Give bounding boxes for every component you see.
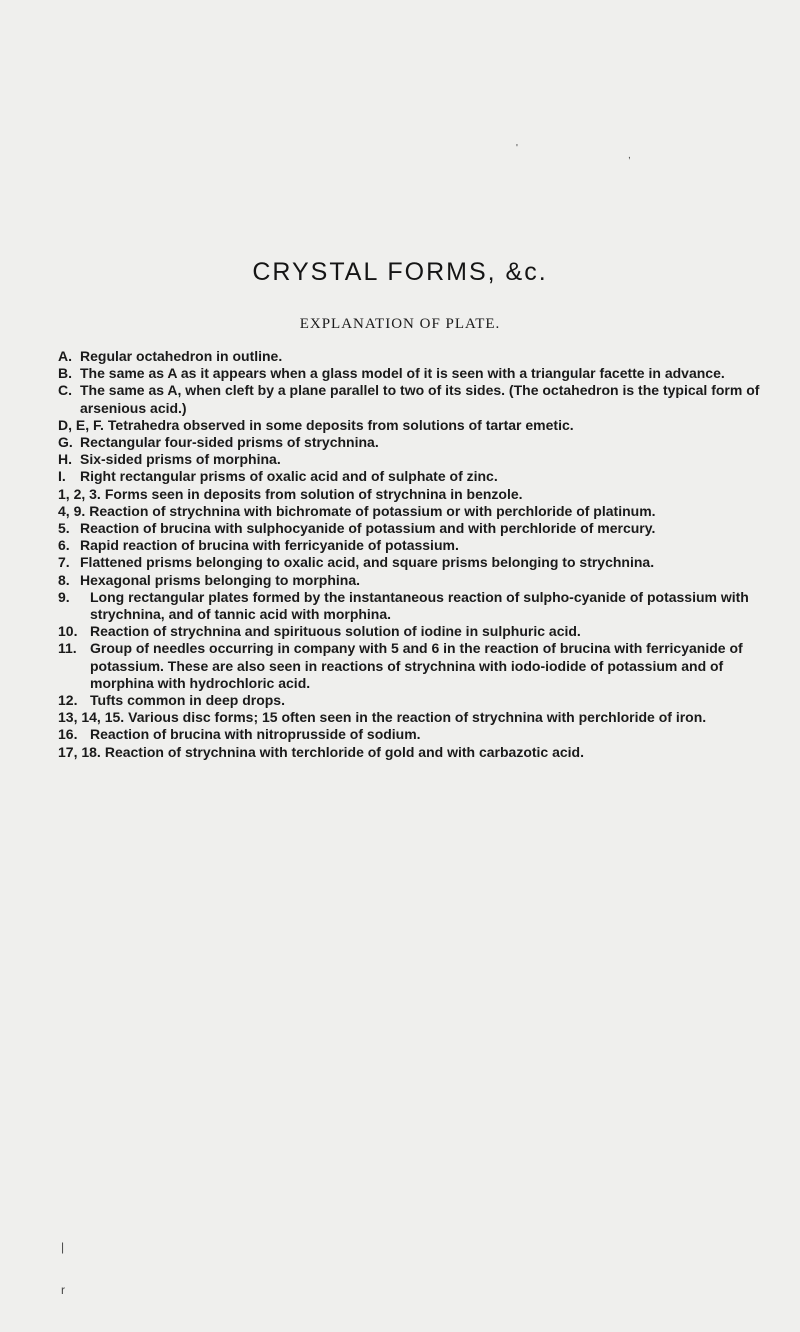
entry-text: Various disc forms; 15 often seen in the reaction of strychnina with perchloride of iron. <box>128 709 707 726</box>
entry-text: Forms seen in deposits from solution of strychnina in benzole. <box>104 485 523 502</box>
list-item <box>58 503 772 520</box>
entry-text: Regular octahedron in outline. <box>80 348 283 364</box>
entry-label: 16. <box>58 726 78 743</box>
entry-text: Reaction of strychnina with bichromate of potassium or with perchloride of platinum. <box>89 502 656 519</box>
entry-label: I. <box>58 468 66 485</box>
entry-label: 7. <box>58 554 70 571</box>
entry-label: B. <box>58 365 72 382</box>
entry-label: 17, 18. <box>58 743 101 760</box>
entry-text: The same as A, when cleft by a plane parallel to two of its sides. (The octahedron is the typical form of arsenious acid.) <box>80 382 760 416</box>
page-speck: ' <box>516 143 518 154</box>
entry-label: 8. <box>58 571 70 588</box>
entry-label: 10. <box>58 623 78 640</box>
entry-text: Reaction of strychnina with terchloride of gold and with carbazotic acid. <box>104 743 584 760</box>
entry-text: Flattened prisms belonging to oxalic acid, and square prisms belonging to strychnina. <box>80 554 655 571</box>
entry-label: 9. <box>58 588 70 605</box>
list-item <box>58 434 772 451</box>
entry-text: Group of needles occurring in company with 5 and 6 in the reaction of brucina with ferricyanide of potassium. These are also seen in reactions of strychnina with iodo-iodide of potassium and of morphina with hydrochloric acid. <box>90 640 743 691</box>
entry-text: Hexagonal prisms belonging to morphina. <box>80 571 361 588</box>
entry-label: 12. <box>58 692 78 709</box>
list-item <box>58 692 772 709</box>
list-item <box>58 537 772 554</box>
list-item <box>58 589 772 623</box>
entry-label: 11. <box>58 640 77 657</box>
entry-label: G. <box>58 434 73 451</box>
entry-text: Tufts common in deep drops. <box>90 692 285 709</box>
entry-text: Rapid reaction of brucina with ferricyanide of potassium. <box>80 537 459 554</box>
list-item <box>58 451 772 468</box>
entry-label: H. <box>58 451 72 468</box>
entry-text: Rectangular four-sided prisms of strychnina. <box>80 434 379 451</box>
entry-text: Reaction of strychnina and spirituous solution of iodine in sulphuric acid. <box>90 623 581 640</box>
list-item <box>58 623 772 640</box>
entry-label: 13, 14, 15. <box>58 709 125 726</box>
entry-label: A. <box>58 348 72 364</box>
list-item <box>58 520 772 537</box>
entry-text: The same as A as it appears when a glass model of it is seen with a triangular facette in advance. <box>80 365 725 382</box>
list-item <box>58 468 772 485</box>
list-item <box>58 572 772 589</box>
entry-label: C. <box>58 382 72 399</box>
entry-text: Six-sided prisms of morphina. <box>80 451 281 468</box>
plate-explanation-list <box>58 348 772 761</box>
entry-text: Reaction of brucina with sulphocyanide of potassium and with perchloride of mercury. <box>80 520 656 537</box>
list-item <box>58 709 772 726</box>
list-item <box>58 365 772 382</box>
page-title: CRYSTAL FORMS, &c. <box>252 258 548 286</box>
list-item <box>58 417 772 434</box>
entry-label: 1, 2, 3. <box>58 485 101 502</box>
entry-text: Right rectangular prisms of oxalic acid and of sulphate of zinc. <box>80 468 498 485</box>
page-speck: r <box>61 1283 65 1297</box>
list-item <box>58 726 772 743</box>
list-item <box>58 348 772 365</box>
list-item <box>58 640 772 692</box>
entry-text: Long rectangular plates formed by the instantaneous reaction of sulpho-cyanide of potassium with strychnina, and of tannic acid with morphina. <box>90 588 749 623</box>
entry-label: 4, 9. <box>58 502 86 519</box>
entry-text: Reaction of brucina with nitroprusside of sodium. <box>90 726 421 743</box>
list-item <box>58 554 772 571</box>
entry-label: 5. <box>58 520 70 537</box>
list-item <box>58 382 772 416</box>
list-item <box>58 744 772 761</box>
list-item <box>58 486 772 503</box>
entry-label: D, E, F. <box>58 416 104 433</box>
page-speck: | <box>61 1240 65 1254</box>
entry-label: 6. <box>58 537 70 554</box>
entry-text: Tetrahedra observed in some deposits from solutions of tartar emetic. <box>107 416 574 433</box>
page-speck: , <box>628 150 631 161</box>
page-subtitle: EXPLANATION OF PLATE. <box>299 316 501 332</box>
